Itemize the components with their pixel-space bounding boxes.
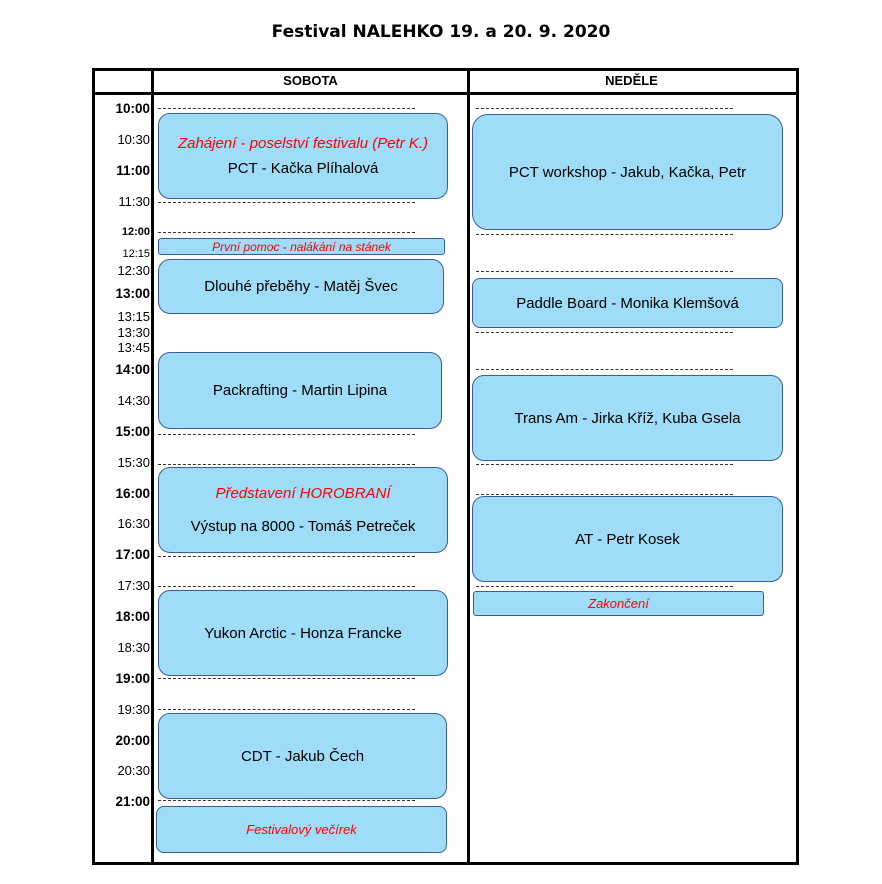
event-label: Zakončení <box>588 596 649 611</box>
event-label: Yukon Arctic - Honza Francke <box>204 624 402 642</box>
header-divider <box>92 92 799 95</box>
time-label: 13:00 <box>115 286 150 301</box>
slot-guide-line <box>476 369 733 370</box>
time-label: 12:15 <box>122 248 150 260</box>
event-block-yukon[interactable] <box>158 590 448 676</box>
slot-guide-line <box>476 332 733 333</box>
time-column-divider <box>151 68 154 865</box>
time-label: 18:30 <box>117 640 150 655</box>
slot-guide-line <box>476 108 733 109</box>
event-label: Výstup na 8000 - Tomáš Petreček <box>190 518 416 535</box>
time-label: 13:15 <box>117 309 150 324</box>
time-label: 11:30 <box>118 194 150 209</box>
event-block-at[interactable] <box>472 496 783 582</box>
slot-guide-line <box>476 234 733 235</box>
time-label: 11:00 <box>116 163 150 178</box>
event-label: PCT - Kačka Plíhalová <box>227 160 379 177</box>
slot-guide-line <box>158 232 415 233</box>
time-label: 15:30 <box>117 455 150 470</box>
slot-guide-line <box>158 709 415 710</box>
time-label: 17:00 <box>115 547 150 562</box>
time-label: 16:00 <box>115 486 150 501</box>
event-label: Dlouhé přeběhy - Matěj Švec <box>204 278 398 295</box>
event-label: Paddle Board - Monika Klemšová <box>516 294 739 312</box>
slot-guide-line <box>158 464 415 465</box>
slot-guide-line <box>158 556 415 557</box>
slot-guide-line <box>158 678 415 679</box>
slot-guide-line <box>158 434 415 435</box>
time-label: 19:30 <box>117 702 150 717</box>
slot-guide-line <box>476 271 733 272</box>
event-label: Festivalový večírek <box>246 822 357 837</box>
event-block-closing[interactable] <box>473 591 764 616</box>
slot-guide-line <box>476 464 733 465</box>
time-label: 18:00 <box>115 609 150 624</box>
event-block-first-aid[interactable] <box>158 238 445 255</box>
time-label: 14:30 <box>117 393 150 408</box>
slot-guide-line <box>158 800 415 801</box>
event-block-long-hikes[interactable] <box>158 259 444 314</box>
event-label: PCT workshop - Jakub, Kačka, Petr <box>508 163 747 181</box>
time-label: 20:00 <box>115 733 150 748</box>
event-block-opening[interactable] <box>158 113 448 199</box>
time-label: 12:00 <box>121 226 150 238</box>
slot-guide-line <box>476 586 733 587</box>
event-label: První pomoc - nalákání na stánek <box>212 239 391 254</box>
event-label: AT - Petr Kosek <box>575 530 680 548</box>
time-label: 13:30 <box>117 325 150 340</box>
day-column-divider <box>467 68 470 865</box>
slot-guide-line <box>158 108 415 109</box>
time-label: 10:30 <box>117 132 150 147</box>
event-block-paddle-board[interactable] <box>472 278 783 328</box>
time-label: 16:30 <box>117 516 150 531</box>
event-block-party[interactable] <box>156 806 447 853</box>
column-header-saturday: SOBOTA <box>283 73 338 88</box>
event-label: CDT - Jakub Čech <box>240 747 365 765</box>
event-block-cdt[interactable] <box>158 713 447 799</box>
event-label: Packrafting - Martin Lipina <box>212 382 388 399</box>
event-title-horobrani: Představení HOROBRANÍ <box>215 485 391 502</box>
page-title: Festival NALEHKO 19. a 20. 9. 2020 <box>271 22 611 42</box>
time-label: 14:00 <box>115 362 150 377</box>
time-label: 20:30 <box>117 763 150 778</box>
time-label: 12:30 <box>117 263 150 278</box>
time-label: 19:00 <box>115 671 150 686</box>
slot-guide-line <box>158 202 415 203</box>
time-label: 17:30 <box>117 578 150 593</box>
event-block-trans-am[interactable] <box>472 375 783 461</box>
event-label: Trans Am - Jirka Kříž, Kuba Gsela <box>514 409 741 427</box>
column-header-sunday: NEDĚLE <box>605 73 658 88</box>
time-label: 10:00 <box>115 101 150 116</box>
time-label: 15:00 <box>115 424 150 439</box>
event-title-opening: Zahájení - poselství festivalu (Petr K.) <box>177 135 429 152</box>
event-block-pct-workshop[interactable] <box>472 114 783 230</box>
event-block-packrafting[interactable] <box>158 352 442 429</box>
slot-guide-line <box>476 494 733 495</box>
event-block-horobrani[interactable] <box>158 467 448 553</box>
slot-guide-line <box>158 586 415 587</box>
time-label: 21:00 <box>115 794 150 809</box>
time-label: 13:45 <box>117 340 150 355</box>
